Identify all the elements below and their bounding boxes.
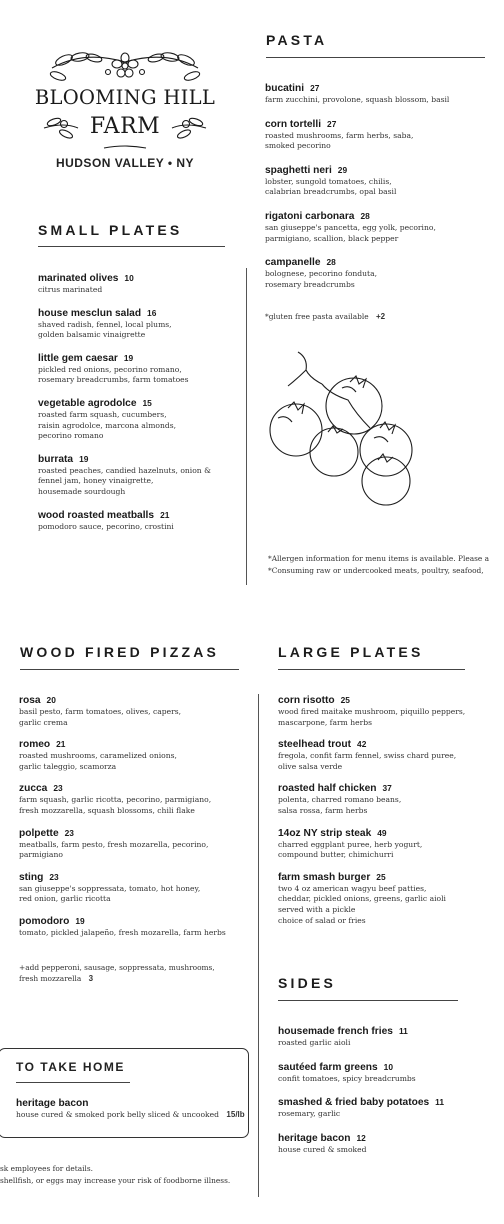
sides-list — [278, 1025, 502, 1167]
menu-item-name-row — [265, 256, 500, 269]
menu-item-description: roasted mushrooms, caramelized onions, — [19, 751, 177, 761]
pasta-rule — [266, 57, 485, 58]
allergen-note-3: sk employees for details. — [0, 1164, 94, 1173]
menu-item-name: spaghetti neri — [265, 164, 332, 176]
large-plates-list — [278, 694, 502, 936]
menu-item-description: smoked pecorino — [265, 141, 331, 151]
menu-item-name-row — [278, 1132, 502, 1145]
menu-item-description: golden balsamic vinaigrette — [38, 330, 146, 340]
menu-item-description: housemade sourdough — [38, 486, 126, 496]
menu-item-description: pickled red onions, pecorino romano, — [38, 364, 182, 374]
menu-item-price: 15 — [142, 397, 152, 408]
menu-item-description: two 4 oz american wagyu beef patties, — [278, 883, 427, 893]
menu-item-price: 21 — [56, 739, 66, 750]
menu-item-price: 21 — [160, 509, 170, 520]
menu-item — [278, 1096, 502, 1120]
menu-item — [38, 272, 243, 296]
menu-item-name-row — [38, 453, 243, 466]
menu-item-name-row — [265, 210, 500, 223]
menu-item-name: roasted half chicken — [278, 783, 377, 795]
menu-item-description: rosemary breadcrumbs, farm tomatoes — [38, 375, 189, 385]
menu-item-description: rosemary breadcrumbs — [265, 279, 355, 289]
gluten-free-note — [265, 311, 385, 322]
menu-item-name-row — [278, 827, 502, 840]
menu-item — [19, 827, 247, 861]
menu-item — [265, 210, 500, 244]
menu-item-price: 23 — [49, 871, 59, 882]
pasta-heading: PASTA — [266, 32, 328, 48]
small-plates-list — [38, 272, 243, 543]
pizza-addons-note-line2 — [19, 973, 215, 984]
take-home-item-name: heritage bacon — [16, 1098, 89, 1109]
small-plates-rule — [38, 246, 225, 247]
gluten-free-note-text: *gluten free pasta available — [265, 312, 369, 321]
menu-item-name: steelhead trout — [278, 739, 352, 751]
menu-item-description: served with a pickle — [278, 904, 356, 914]
allergen-note-4: shellfish, or eggs may increase your risk of foodborne illness. — [0, 1176, 231, 1185]
menu-item — [278, 1132, 502, 1156]
menu-item-description: house cured & smoked — [278, 1144, 367, 1154]
gluten-free-note-price: +2 — [375, 312, 386, 321]
menu-item — [38, 307, 243, 341]
menu-item-price: 11 — [398, 1026, 408, 1036]
menu-item-description: basil pesto, farm tomatoes, olives, capers, — [19, 707, 182, 716]
menu-item-name: burrata — [38, 453, 74, 465]
menu-item — [38, 397, 243, 442]
menu-item-description: roasted farm squash, cucumbers, — [38, 409, 167, 419]
menu-item-description: garlic crema — [19, 717, 68, 727]
menu-item-name: corn tortelli — [265, 118, 322, 130]
menu-item-name: 14oz NY strip steak — [278, 827, 372, 839]
menu-item-name-row — [19, 915, 247, 928]
menu-item-description: meatballs, farm pesto, fresh mozarella, pecorino, — [19, 839, 209, 849]
menu-item-name-row — [278, 694, 502, 707]
menu-item-description: san giuseppe's soppressata, tomato, hot honey, — [19, 883, 201, 893]
menu-item-name-row — [38, 352, 243, 365]
menu-item-price: 10 — [124, 273, 134, 283]
menu-item-name: romeo — [19, 739, 51, 751]
menu-item-description: charred eggplant puree, herb yogurt, — [278, 839, 423, 849]
logo-location: HUDSON VALLEY • NY — [55, 156, 195, 170]
menu-item-name: house mesclun salad — [38, 307, 142, 319]
allergen-note-2: *Consuming raw or undercooked meats, poultry, seafood, — [268, 566, 484, 575]
menu-item — [38, 453, 243, 498]
menu-item-description: choice of salad or fries — [278, 915, 366, 925]
menu-item — [265, 256, 500, 290]
menu-item-description: raisin agrodolce, marcona almonds, — [38, 420, 177, 430]
take-home-item — [16, 1097, 245, 1121]
menu-item-price: 19 — [123, 352, 134, 363]
menu-item-name-row — [19, 738, 247, 751]
menu-item-description: wood fired maitake mushroom, piquillo peppers, — [278, 707, 466, 716]
menu-item-name: marinated olives — [38, 273, 119, 284]
menu-item — [19, 871, 247, 905]
menu-item-price: 42 — [357, 739, 367, 750]
menu-item-description: compound butter, chimichurri — [278, 850, 394, 860]
menu-item-price: 19 — [79, 453, 89, 464]
menu-item-name-row — [38, 272, 243, 285]
menu-item-price: 12 — [356, 1132, 366, 1143]
menu-item-price: 25 — [376, 871, 386, 882]
menu-item-description: fregola, confit farm fennel, swiss chard puree, — [278, 751, 457, 761]
allergen-note-1: *Allergen information for menu items is available. Please a — [268, 554, 490, 563]
menu-item-name-row — [19, 782, 247, 795]
menu-item-description: tomato, pickled jalapeño, fresh mozarella, farm herbs — [19, 927, 226, 937]
logo-name-line1: BLOOMING HILL — [34, 86, 216, 109]
menu-item-name-row — [278, 1061, 502, 1074]
large-plates-heading: LARGE PLATES — [278, 644, 424, 660]
menu-item-name: pomodoro — [19, 915, 70, 927]
menu-item-name-row — [38, 397, 243, 410]
menu-item-description: parmigiano, scallion, black pepper — [265, 233, 399, 243]
menu-item-name-row — [278, 1025, 502, 1038]
menu-item — [265, 164, 500, 198]
menu-item-description: mascarpone, farm herbs — [278, 717, 373, 727]
menu-item-description: parmigiano — [19, 850, 63, 860]
menu-item-name-row — [278, 738, 502, 751]
menu-item-price: 28 — [326, 257, 336, 268]
take-home-item-desc-row — [16, 1110, 245, 1121]
menu-item — [19, 782, 247, 816]
menu-item-name-row — [278, 782, 502, 795]
menu-item-price: 29 — [337, 164, 348, 175]
menu-item-description: bolognese, pecorino fonduta, — [265, 269, 378, 279]
menu-item-name: sting — [19, 871, 44, 883]
pizza-addons-note-price: 3 — [88, 974, 94, 983]
menu-item-description: rosemary, garlic — [278, 1109, 341, 1119]
menu-item-description: pecorino romano — [38, 431, 104, 441]
take-home-rule — [16, 1082, 130, 1083]
menu-item-price: 23 — [53, 783, 63, 794]
pasta-list — [265, 82, 500, 302]
pizzas-rule — [20, 669, 239, 670]
column-divider-bottom — [258, 694, 259, 1197]
menu-item-name-row — [19, 871, 247, 884]
menu-item-description: cheddar, pickled onions, greens, garlic aioli — [278, 894, 446, 904]
menu-item-name: rosa — [19, 695, 41, 706]
menu-item-name: vegetable agrodolce — [38, 397, 137, 409]
menu-item-description: confit tomatoes, spicy breadcrumbs — [278, 1073, 416, 1083]
menu-item-description: roasted peaches, candied hazelnuts, onion & — [38, 465, 211, 475]
tomato-vine-illustration-icon — [258, 348, 418, 513]
menu-item — [265, 82, 500, 106]
small-plates-heading: SMALL PLATES — [38, 222, 183, 238]
menu-item — [278, 738, 502, 772]
menu-item-description: olive salsa verde — [278, 761, 343, 771]
menu-item-name-row — [19, 827, 247, 840]
menu-item-description: roasted garlic aioli — [278, 1038, 351, 1047]
menu-item-name: bucatini — [265, 83, 305, 94]
menu-item — [19, 915, 247, 939]
menu-item-description: garlic taleggio, scamorza — [19, 761, 117, 771]
menu-item — [278, 694, 502, 728]
menu-item-price: 10 — [383, 1061, 393, 1072]
menu-item-name-row — [278, 1096, 502, 1109]
menu-item-name: sautéed farm greens — [278, 1061, 378, 1073]
menu-item-description: pomodoro sauce, pecorino, crostini — [38, 521, 174, 531]
pizza-addons-note-line1: +add pepperoni, sausage, soppressata, mushrooms, — [19, 963, 215, 972]
menu-item-name: zucca — [19, 783, 48, 795]
menu-item-name-row — [38, 509, 243, 522]
pizzas-heading: WOOD FIRED PIZZAS — [20, 644, 220, 660]
take-home-item-desc: house cured & smoked pork belly sliced & uncooked — [16, 1110, 219, 1119]
menu-item-description: shaved radish, fennel, local plums, — [38, 319, 172, 329]
logo-name-line2: FARM — [89, 114, 161, 139]
menu-item-price: 27 — [327, 118, 337, 129]
menu-item-name-row — [278, 871, 502, 884]
menu-item-name-row — [265, 118, 500, 131]
menu-item — [278, 1025, 502, 1049]
menu-item-name: housemade french fries — [278, 1026, 393, 1037]
sides-heading: SIDES — [278, 975, 337, 991]
menu-item-description: citrus marinated — [38, 285, 103, 294]
menu-item-price: 20 — [46, 695, 56, 705]
menu-item-description: fresh mozzarella, squash blossoms, chili flake — [19, 805, 195, 815]
large-plates-rule — [278, 669, 465, 670]
menu-item-name-row — [38, 307, 243, 320]
menu-item — [278, 871, 502, 926]
column-divider-top — [246, 268, 247, 585]
menu-item-name: polpette — [19, 827, 59, 839]
menu-item-description: roasted mushrooms, farm herbs, saba, — [265, 130, 414, 140]
menu-item-description: farm squash, garlic ricotta, pecorino, parmigiano, — [19, 795, 212, 805]
menu-item — [265, 118, 500, 152]
menu-item-description: san giuseppe's pancetta, egg yolk, pecorino, — [265, 222, 436, 232]
menu-item-price: 11 — [435, 1097, 445, 1108]
menu-item-name: smashed & fried baby potatoes — [278, 1097, 430, 1109]
menu-item-price: 28 — [360, 210, 370, 221]
menu-item-name: farm smash burger — [278, 871, 371, 883]
menu-item-price: 37 — [382, 783, 392, 794]
menu-item-name: wood roasted meatballs — [38, 509, 155, 521]
menu-item-price: 16 — [147, 307, 157, 318]
pizza-addons-note — [19, 962, 215, 984]
sides-rule — [278, 1000, 458, 1001]
menu-item-price: 23 — [64, 827, 74, 838]
menu-item-description: red onion, garlic ricotta — [19, 894, 111, 904]
pizza-addons-note-line2-text: fresh mozzarella — [19, 974, 82, 983]
menu-item-name: little gem caesar — [38, 352, 118, 364]
menu-item-description: calabrian breadcrumbs, opal basil — [265, 187, 397, 197]
take-home-item-price: 15/lb — [226, 1110, 245, 1119]
menu-item-price: 19 — [75, 915, 85, 926]
menu-item — [278, 1061, 502, 1085]
menu-item-name: corn risotto — [278, 695, 335, 706]
menu-item-name-row — [19, 694, 247, 707]
menu-item-name-row — [265, 164, 500, 177]
menu-item-price: 27 — [310, 83, 320, 93]
menu-item-price: 25 — [340, 695, 350, 705]
menu-item — [278, 782, 502, 816]
menu-item-description: fennel jam, honey vinaigrette, — [38, 476, 154, 486]
menu-item — [19, 694, 247, 728]
menu-item — [278, 827, 502, 861]
menu-item-name-row — [265, 82, 500, 95]
take-home-heading: TO TAKE HOME — [16, 1060, 125, 1074]
menu-item-description: farm zucchini, provolone, squash blossom, basil — [265, 95, 450, 104]
menu-item-name: heritage bacon — [278, 1132, 351, 1144]
menu-item — [38, 509, 243, 533]
menu-item — [19, 738, 247, 772]
menu-item-name: rigatoni carbonara — [265, 210, 355, 222]
pizzas-list — [19, 694, 247, 949]
menu-item-description: salsa rossa, farm herbs — [278, 805, 368, 815]
logo — [34, 48, 216, 178]
menu-item-description: polenta, charred romano beans, — [278, 795, 402, 805]
menu-item-price: 49 — [377, 827, 387, 838]
menu-item-name: campanelle — [265, 257, 321, 269]
menu-item — [38, 352, 243, 386]
menu-item-description: lobster, sungold tomatoes, chilis, — [265, 176, 392, 186]
